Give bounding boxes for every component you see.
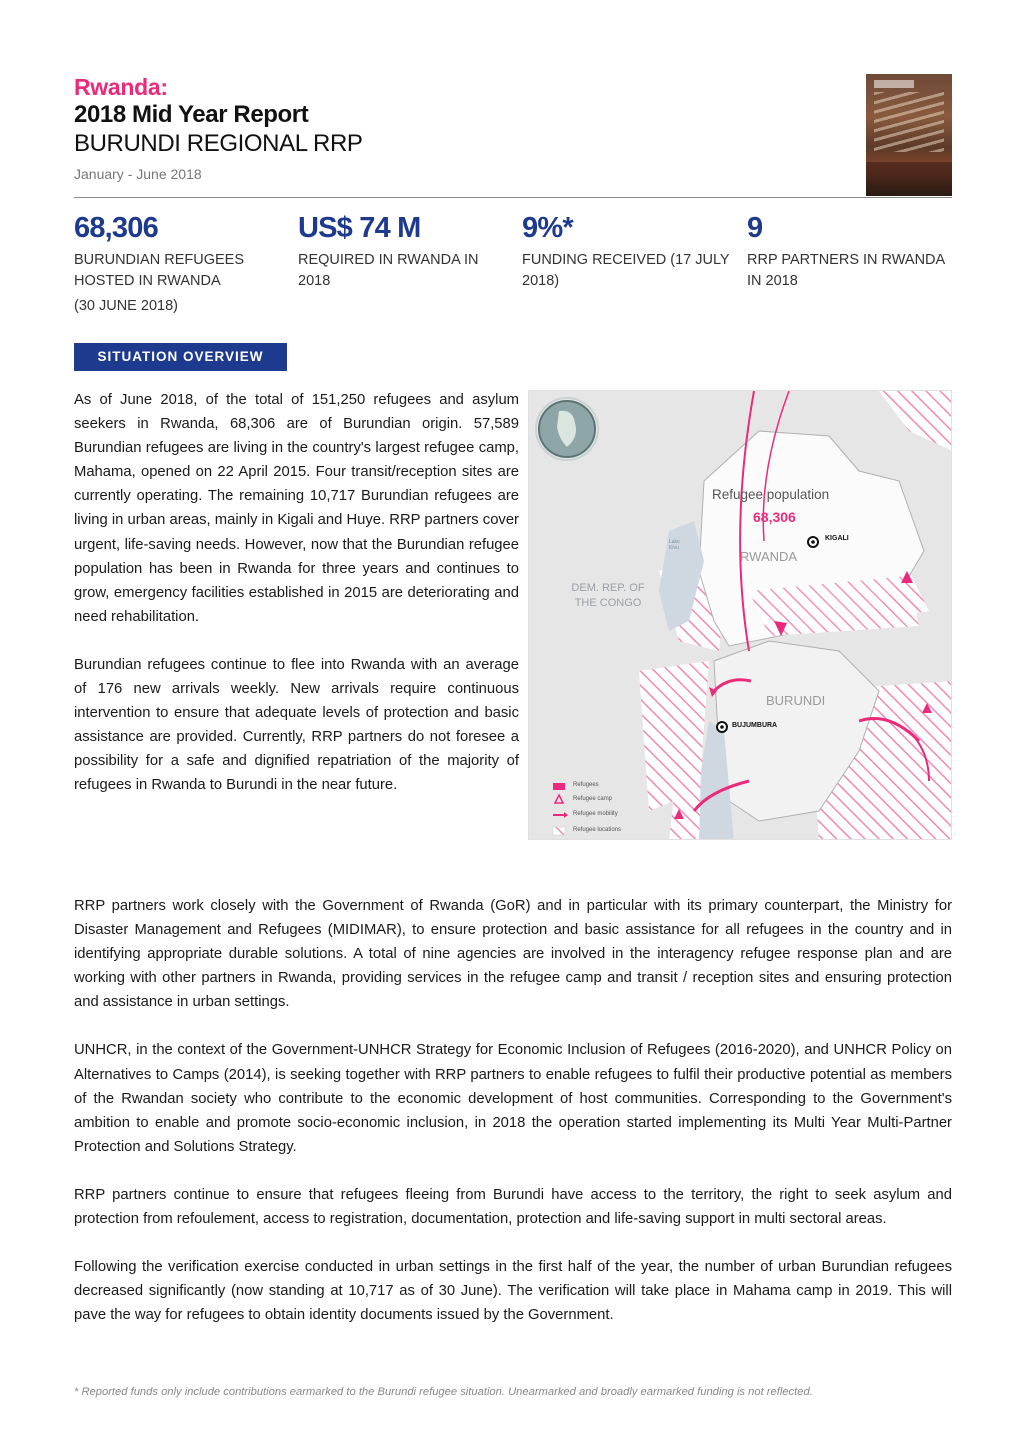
stat-partners xyxy=(747,210,957,292)
legend-label: Refugee camp xyxy=(573,796,613,802)
stat-value: 9 xyxy=(747,212,763,244)
map-lake-label: Lake Kivu xyxy=(669,539,680,551)
report-title: 2018 Mid Year Report xyxy=(74,101,309,128)
map-population-label: Refugee population xyxy=(712,487,830,502)
legend-label: Refugee locations xyxy=(573,827,622,833)
map-city-kigali: KIGALI xyxy=(825,535,849,542)
stat-date: (30 JUNE 2018) xyxy=(74,298,178,314)
body-paragraph: RRP partners work closely with the Government of Rwanda (GoR) and in particular with its primary counterpart, the Ministry for Disaster Management and Refugees (MIDIMAR), to ensure protection and basic assistance for all refugees in the country and in identifying appropriate durable solutions. A total of nine agencies are involved in the interagency refugee response plan and are working with other partners in Rwanda, providing services in the refugee camp and transit / reception sites and ensuring protection and assistance in urban settings. xyxy=(74,898,952,1011)
stat-label: BURUNDIAN REFUGEES HOSTED IN RWANDA xyxy=(74,252,244,289)
map-graphic xyxy=(529,391,952,840)
map-country-drc: DEM. REP. OF THE CONGO xyxy=(571,582,645,609)
stat-refugees xyxy=(74,210,284,317)
situation-map xyxy=(528,390,952,840)
stat-label: REQUIRED IN RWANDA IN 2018 xyxy=(298,252,479,289)
plan-name: BURUNDI REGIONAL RRP xyxy=(74,130,363,157)
map-country-rwanda: RWANDA xyxy=(740,549,798,564)
report-period: January - June 2018 xyxy=(74,166,202,182)
overview-paragraph: As of June 2018, of the total of 151,250 refugees and asylum seekers in Rwanda, 68,306 are of Burundian origin. 57,589 Burundian refugees are living in the country's largest refugee camp, Mahama, opened on 22 April 2015. Four transit/reception sites are currently operating. The remaining 10,717 Burundian refugees are living in urban areas, mainly in Kigali and Huye. RRP partners cover urgent, life-saving needs. However, now that the Burundian refugee population has been in Rwanda for three years and continues to grow, emergency facilities established in 2015 are deteriorating and need rehabilitation. xyxy=(74,392,519,625)
cover-thumbnail xyxy=(866,74,952,196)
stat-label: FUNDING RECEIVED (17 JULY 2018) xyxy=(522,252,730,289)
key-figures xyxy=(74,210,952,320)
footnote: * Reported funds only include contributions earmarked to the Burundi refugee situation. Unearmarked and broadly earmarked funding is not reflected. xyxy=(74,1386,813,1398)
body-paragraph: RRP partners continue to ensure that refugees fleeing from Burundi have access to the territory, the right to seek asylum and protection from refoulement, access to registration, documentation, protection and life-saving support in multi sectoral areas. xyxy=(74,1186,952,1228)
body-text xyxy=(74,894,952,1351)
report-header xyxy=(74,74,952,198)
overview-paragraph: Burundian refugees continue to flee into Rwanda with an average of 176 new arrivals weekly. New arrivals require continuous intervention to ensure that adequate levels of protection and basic assistance are provided. Currently, RRP partners do not foresee a possibility for a safe and dignified repatriation of the majority of refugees in Rwanda to Burundi in the near future. xyxy=(74,656,519,794)
body-paragraph: UNHCR, in the context of the Government-UNHCR Strategy for Economic Inclusion of Refugees (2016-2020), and UNHCR Policy on Alternatives to Camps (2014), is seeking together with RRP partners to enable refugees to fulfil their productive potential as members of the Rwandan society who contribute to the economic development of host communities. Corresponding to the Government's ambition to enable and promote socio-economic inclusion, in 2018 the operation started implementing its Multi Year Multi-Partner Protection and Solutions Strategy. xyxy=(74,1042,952,1155)
legend-label: Refugee mobility xyxy=(573,811,618,817)
map-population-value: 68,306 xyxy=(753,509,796,525)
country-title: Rwanda: xyxy=(74,74,168,100)
legend-refugees-swatch xyxy=(553,783,565,790)
stat-required xyxy=(298,210,508,292)
stat-value: 68,306 xyxy=(74,212,158,244)
legend-label: Refugees xyxy=(573,782,599,788)
map-city-bujumbura: BUJUMBURA xyxy=(732,722,778,729)
body-paragraph: Following the verification exercise conducted in urban settings in the first half of the year, the number of urban Burundian refugees decreased significantly (now standing at 10,717 as of 30 June). The verification will take place in Mahama camp in 2019. This will pave the way for refugees to obtain identity documents issued by the Government. xyxy=(74,1259,952,1324)
section-badge: SITUATION OVERVIEW xyxy=(74,343,287,371)
stat-label: RRP PARTNERS IN RWANDA IN 2018 xyxy=(747,252,945,289)
map-country-burundi: BURUNDI xyxy=(766,693,826,708)
stat-value: 9%* xyxy=(522,212,573,244)
overview-column xyxy=(74,388,519,822)
stat-value: US$ 74 M xyxy=(298,212,421,244)
stat-funding xyxy=(522,210,732,292)
